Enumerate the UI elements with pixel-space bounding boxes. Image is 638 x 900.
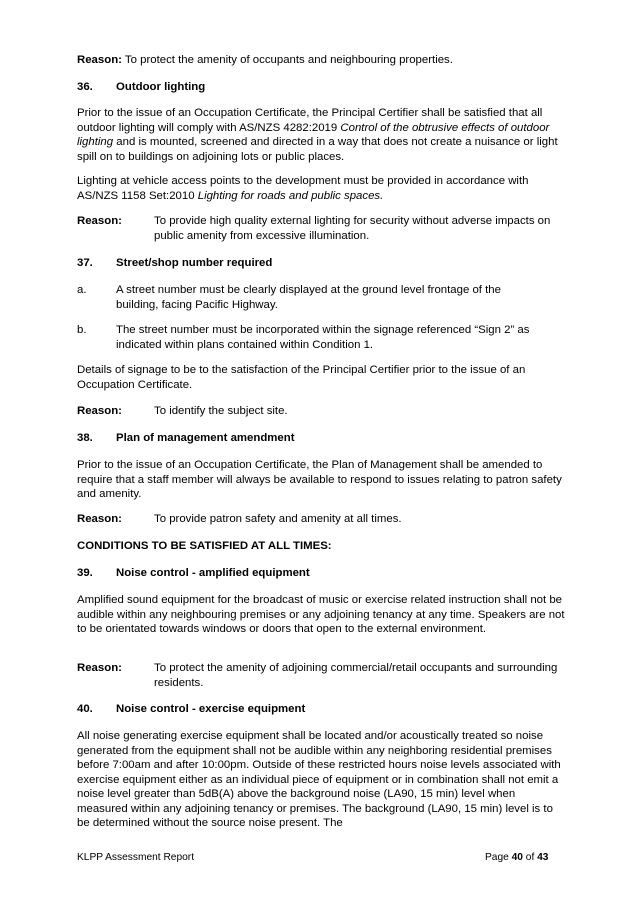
paragraph-39: Amplified sound equipment for the broadcast of music or exercise related instruction shall not be audible within any neighbouring premises or any adjoining tenancy at any time. Speakers are not to be orientated towards windows or doors that open to the external environment.: [77, 594, 565, 635]
paragraph-36-1: Prior to the issue of an Occupation Certificate, the Principal Certifier shall be satisfied that all outdoor lighting will comply with AS/NZS 4282:2019 Control of the obtrusive effects of outdoor lighting and is mounted, screened and directed in a way that does not create a nuisance or light spill on to buildings on adjoining lots or public places.: [77, 107, 558, 163]
section-heading-39: 39. Noise control - amplified equipment: [77, 567, 310, 579]
section-heading-37: 37. Street/shop number required: [77, 257, 273, 269]
paragraph-37: Details of signage to be to the satisfaction of the Principal Certifier prior to the issue of an Occupation Certificate.: [77, 364, 526, 391]
reason-paragraph: Reason: To protect the amenity of occupants and neighbouring properties.: [77, 54, 453, 66]
section-heading-40: 40. Noise control - exercise equipment: [77, 703, 306, 715]
conditions-heading: CONDITIONS TO BE SATISFIED AT ALL TIMES:: [77, 540, 332, 552]
footer-report-title: KLPP Assessment Report: [77, 852, 195, 863]
paragraph-38: Prior to the issue of an Occupation Certificate, the Plan of Management shall be amended to require that a staff member will always be available to respond to issues relating to patron safety and amenity.: [77, 459, 562, 500]
section-heading-38: 38. Plan of management amendment: [77, 432, 295, 444]
document-page: Reason: To protect the amenity of occupants and neighbouring properties. 36. Outdoor lighting Prior to the issue of an Occupation Certificate, the Principal Certifier shall be satisfied that all outdoor lighting will comply with AS/NZS 4282:2019 Control of the obtrusive effects of outdoor lighting and is mounted, screened and directed in a way that does not create a nuisance or light spill on to buildings on adjoining lots or public places. Lighting at vehicle access points to the development must be provided in accordance with AS/NZS 1158 Set:2010 Lighting for roads and public spaces. Reason: To provide high quality external lighting for security without adverse impacts on public amenity from excessive illumination. 37. Street/shop number required a. A street number must be clearly displayed at the ground level frontage of the building, facing Pacific Highway. b. The street number must be incorporated within the signage referenced “Sign 2” as indicated within plans contained within Condition 1. Details of signage to be to the satisfaction of the Principal Certifier prior to the issue of an Occupation Certificate. Reason: To identify the subject site. 38. Plan of management amendment Prior to the issue of an Occupation Certificate, the Plan of Management shall be amended to require that a staff member will always be available to respond to issues relating to patron safety and amenity. Reason: To provide patron safety and amenity at all times. CONDITIONS TO BE SATISFIED AT ALL TIMES: 39. Noise control - amplified equipment Amplified sound equipment for the broadcast of music or exercise related instruction shall not be audible within any neighbouring premises or any adjoining tenancy at any time. Speakers are not to be orientated towards windows or doors that open to the external environment. Reason: To protect the amenity of adjoining commercial/retail occupants and surrounding residents. 40. Noise control - exercise equipment All noise generating exercise equipment shall be located and/or acoustically treated so noise generated from the equipment shall not be audible within any neighboring residential premises before 7:00am and after 10:00pm. Outside of these restricted hours noise levels associated with exercise equipment either as an individual piece of equipment or in combination shall not emit a noise level greater than 5dB(A) above the background noise (LA90, 15 min) level when measured within any adjoining tenancy or premises. The background (LA90, 15 min) level is to be determined without the source noise present. The KLPP Assessment Report Page 40 of 43: [0, 0, 638, 900]
paragraph-36-2: Lighting at vehicle access points to the development must be provided in accordance with AS/NZS 1158 Set:2010 Lighting for roads and public spaces.: [77, 175, 529, 202]
section-heading-36: 36. Outdoor lighting: [77, 81, 206, 93]
footer-page-number: Page 40 of 43: [485, 852, 549, 863]
paragraph-40: All noise generating exercise equipment shall be located and/or acoustically treated so noise generated from the equipment shall not be audible within any neighboring residential premises before 7:00am and after 10:00pm. Outside of these restricted hours noise levels associated with exercise equipment either as an individual piece of equipment or in combination shall not emit a noise level greater than 5dB(A) above the background noise (LA90, 15 min) level when measured within any adjoining tenancy or premises. The background (LA90, 15 min) level is to be determined without the source noise present. The: [77, 730, 561, 829]
